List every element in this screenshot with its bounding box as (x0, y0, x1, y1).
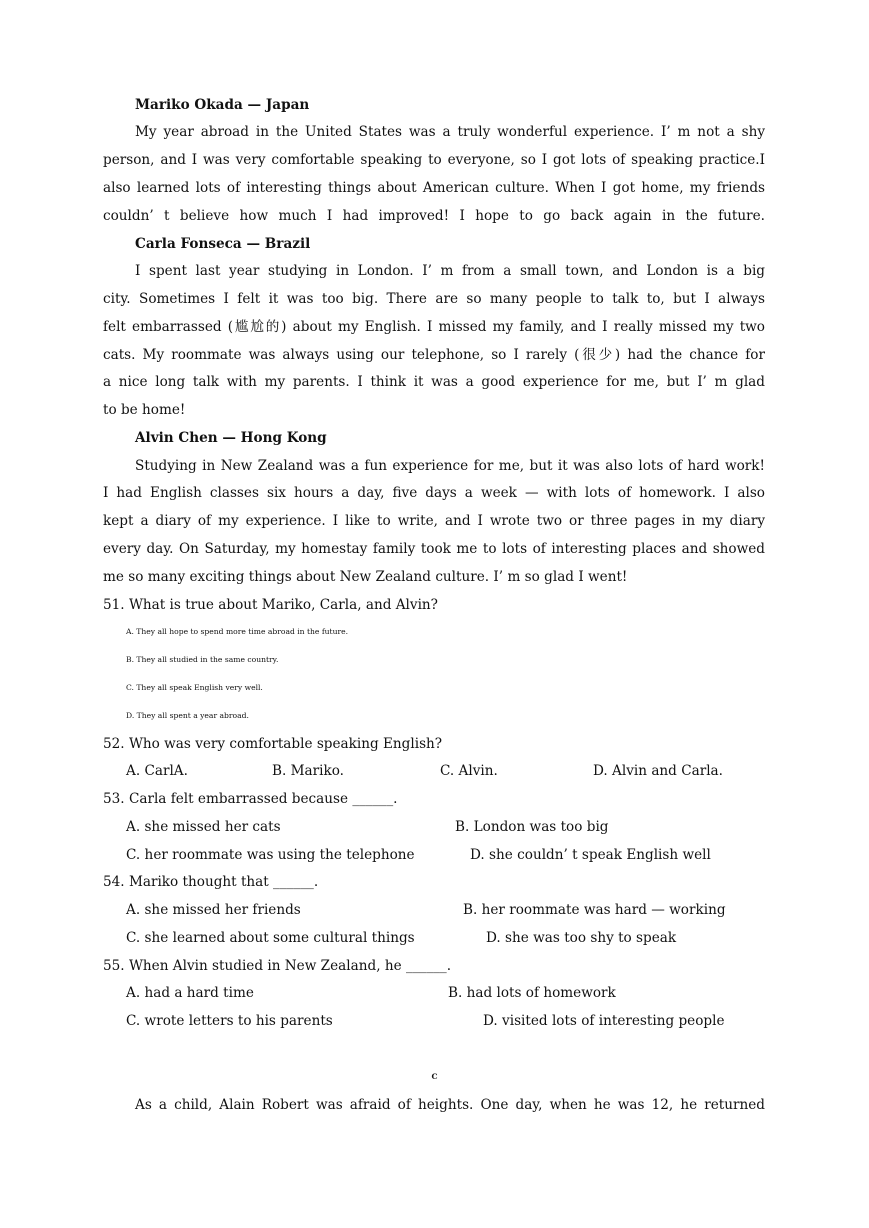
paragraph-line: I had English classes six hours a day, five days a week — with lots of homework. I also (103, 485, 765, 501)
paragraph-line: also learned lots of interesting things about American culture. When I got home, my friends (103, 180, 765, 196)
question-stem-55: 55. When Alvin studied in New Zealand, he ______. (103, 958, 452, 974)
answer-option: C. wrote letters to his parents (126, 1013, 333, 1029)
answer-option: B. London was too big (455, 819, 609, 835)
section-heading-mariko: Mariko Okada — Japan (135, 97, 310, 113)
answer-option: C. her roommate was using the telephone (126, 847, 415, 863)
answer-option: C. Alvin. (440, 763, 498, 779)
paragraph-line: cats. My roommate was always using our telephone, so I rarely (很少) had the chance for (103, 347, 765, 363)
paragraph-line: person, and I was very comfortable speaking to everyone, so I got lots of speaking practice.I (103, 152, 765, 168)
answer-option: A. They all hope to spend more time abroad in the future. (126, 627, 349, 636)
answer-option: A. CarlA. (126, 763, 188, 779)
answer-option: B. her roommate was hard — working (463, 902, 726, 918)
answer-option: A. had a hard time (126, 985, 254, 1001)
paragraph-line: city. Sometimes I felt it was too big. There are so many people to talk to, but I always (103, 291, 765, 307)
paragraph-line: felt embarrassed (尴尬的) about my English. I missed my family, and I really missed my two (103, 319, 765, 335)
answer-option: A. she missed her cats (126, 819, 281, 835)
question-stem-52: 52. Who was very comfortable speaking English? (103, 736, 443, 752)
answer-option: D. They all spent a year abroad. (126, 711, 249, 720)
answer-option: A. she missed her friends (126, 902, 301, 918)
paragraph-line: every day. On Saturday, my homestay family took me to lots of interesting places and showed (103, 541, 765, 557)
section-heading-alvin: Alvin Chen — Hong Kong (135, 430, 327, 446)
paragraph-line: kept a diary of my experience. I like to write, and I wrote two or three pages in my diary (103, 513, 765, 529)
answer-option: D. Alvin and Carla. (593, 763, 723, 779)
question-stem-51: 51. What is true about Mariko, Carla, and Alvin? (103, 597, 438, 613)
section-heading-carla: Carla Fonseca — Brazil (135, 236, 311, 252)
answer-option: D. she couldn’ t speak English well (470, 847, 711, 863)
answer-option: C. They all speak English very well. (126, 683, 263, 692)
answer-option: B. They all studied in the same country. (126, 655, 279, 664)
paragraph-line: me so many exciting things about New Zealand culture. I’ m so glad I went! (103, 569, 628, 585)
paragraph-line: I spent last year studying in London. I’ m from a small town, and London is a big (135, 263, 765, 279)
passage-heading-c: C (431, 1072, 438, 1081)
answer-option: B. had lots of homework (448, 985, 616, 1001)
question-stem-54: 54. Mariko thought that ______. (103, 874, 319, 890)
paragraph-line: Studying in New Zealand was a fun experience for me, but it was also lots of hard work! (135, 458, 765, 474)
answer-option: D. she was too shy to speak (486, 930, 677, 946)
paragraph-line: a nice long talk with my parents. I think it was a good experience for me, but I’ m glad (103, 374, 765, 390)
answer-option: D. visited lots of interesting people (483, 1013, 725, 1029)
question-stem-53: 53. Carla felt embarrassed because ______. (103, 791, 398, 807)
paragraph-line: to be home! (103, 402, 186, 418)
answer-option: B. Mariko. (272, 763, 345, 779)
paragraph-line: couldn’ t believe how much I had improved! I hope to go back again in the future. (103, 208, 765, 224)
answer-option: C. she learned about some cultural things (126, 930, 415, 946)
paragraph-line: As a child, Alain Robert was afraid of heights. One day, when he was 12, he returned (135, 1097, 765, 1113)
paragraph-line: My year abroad in the United States was a truly wonderful experience. I’ m not a shy (135, 124, 765, 140)
